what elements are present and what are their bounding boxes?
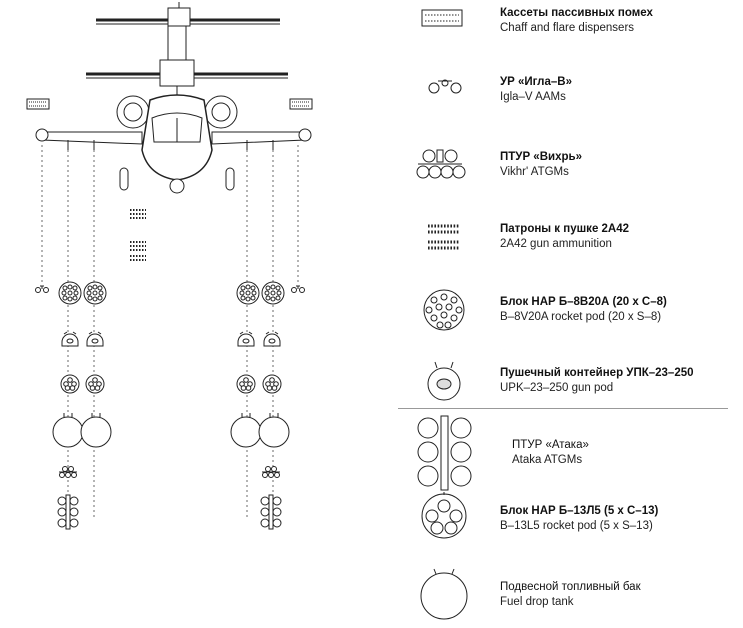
b13-pod-left-1 xyxy=(61,375,79,393)
b13-pod-left-2 xyxy=(86,375,104,393)
b13-pod-right-1 xyxy=(237,375,255,393)
legend-ru-label: Пушечный контейнер УПК–23–250 xyxy=(500,367,694,379)
legend-en-label: Igla–V AAMs xyxy=(500,91,566,103)
legend-ru-label: Кассеты пассивных помех xyxy=(500,7,653,19)
ataka-right xyxy=(261,495,281,529)
igla-left xyxy=(36,286,49,293)
chaff-dispenser-left xyxy=(27,99,49,109)
legend-item-upk xyxy=(404,358,739,414)
upper-rotor xyxy=(96,2,280,26)
upk-gun-pod-icon xyxy=(404,358,494,414)
ataka-atgm-icon xyxy=(404,416,494,492)
chaff-dispenser-right xyxy=(290,99,312,109)
legend-ru-label: Блок НАР Б–13Л5 (5 х С–13) xyxy=(500,505,659,517)
igla-missile-icon xyxy=(404,75,494,131)
igla-right xyxy=(292,286,305,293)
legend-ru-label: ПТУР «Атака» xyxy=(512,439,589,451)
fuel-tank-right-2 xyxy=(259,413,289,447)
b8-pod-right-2 xyxy=(262,282,284,304)
upk-right-1 xyxy=(238,332,254,346)
vikhr-right xyxy=(262,467,280,478)
fuel-tank-left-1 xyxy=(53,413,83,447)
chaff-dispenser-icon xyxy=(404,6,494,62)
legend-ru-label: Блок НАР Б–8В20А (20 х С–8) xyxy=(500,296,667,308)
legend-en-label: UPK–23–250 gun pod xyxy=(500,382,614,394)
legend-item-ammo xyxy=(404,222,739,278)
vikhr-left xyxy=(59,467,77,478)
b13l5-rocket-pod-icon xyxy=(404,496,494,552)
legend-item-ataka xyxy=(404,416,739,492)
legend-divider xyxy=(398,408,728,409)
upk-left-1 xyxy=(62,332,78,346)
legend-en-label: B–8V20A rocket pod (20 x S–8) xyxy=(500,311,662,323)
lower-rotor xyxy=(86,26,288,100)
legend-en-label: Chaff and flare dispensers xyxy=(500,22,635,34)
b8v20a-rocket-pod-icon xyxy=(404,290,494,346)
legend-ru-label: ПТУР «Вихрь» xyxy=(500,151,582,163)
legend-item-b13l5 xyxy=(404,496,739,552)
b8-pod-left-2 xyxy=(84,282,106,304)
gun-ammunition-stack xyxy=(130,210,146,260)
legend-item-igla xyxy=(404,75,739,131)
fuel-tank-right-1 xyxy=(231,413,261,447)
gun-ammunition-icon xyxy=(404,222,494,278)
legend-item-chaff xyxy=(404,6,739,62)
b8-pod-right-1 xyxy=(237,282,259,304)
legend-item-b8v20a xyxy=(404,290,739,346)
legend-en-label: Vikhr' ATGMs xyxy=(500,166,569,178)
fuel-drop-tank-icon xyxy=(404,572,494,628)
fuel-tank-left-2 xyxy=(81,413,111,447)
legend-ru-label: Патроны к пушке 2А42 xyxy=(500,223,630,235)
legend-item-tank xyxy=(404,572,739,628)
legend-en-label: Ataka ATGMs xyxy=(512,454,583,466)
vikhr-atgm-icon xyxy=(404,150,494,206)
ataka-left xyxy=(58,495,78,529)
b8-pod-left-1 xyxy=(59,282,81,304)
legend-en-label: B–13L5 rocket pod (5 x S–13) xyxy=(500,520,653,532)
hardpoint-drop-lines xyxy=(42,145,298,520)
legend-en-label: 2A42 gun ammunition xyxy=(500,238,612,250)
upk-right-2 xyxy=(264,332,280,346)
legend-item-vikhr xyxy=(404,150,739,206)
b13-pod-right-2 xyxy=(263,375,281,393)
legend-ru-label: Подвесной топливный бак xyxy=(500,581,641,593)
legend-ru-label: УР «Игла–В» xyxy=(500,76,572,88)
legend-en-label: Fuel drop tank xyxy=(500,596,574,608)
upk-left-2 xyxy=(87,332,103,346)
